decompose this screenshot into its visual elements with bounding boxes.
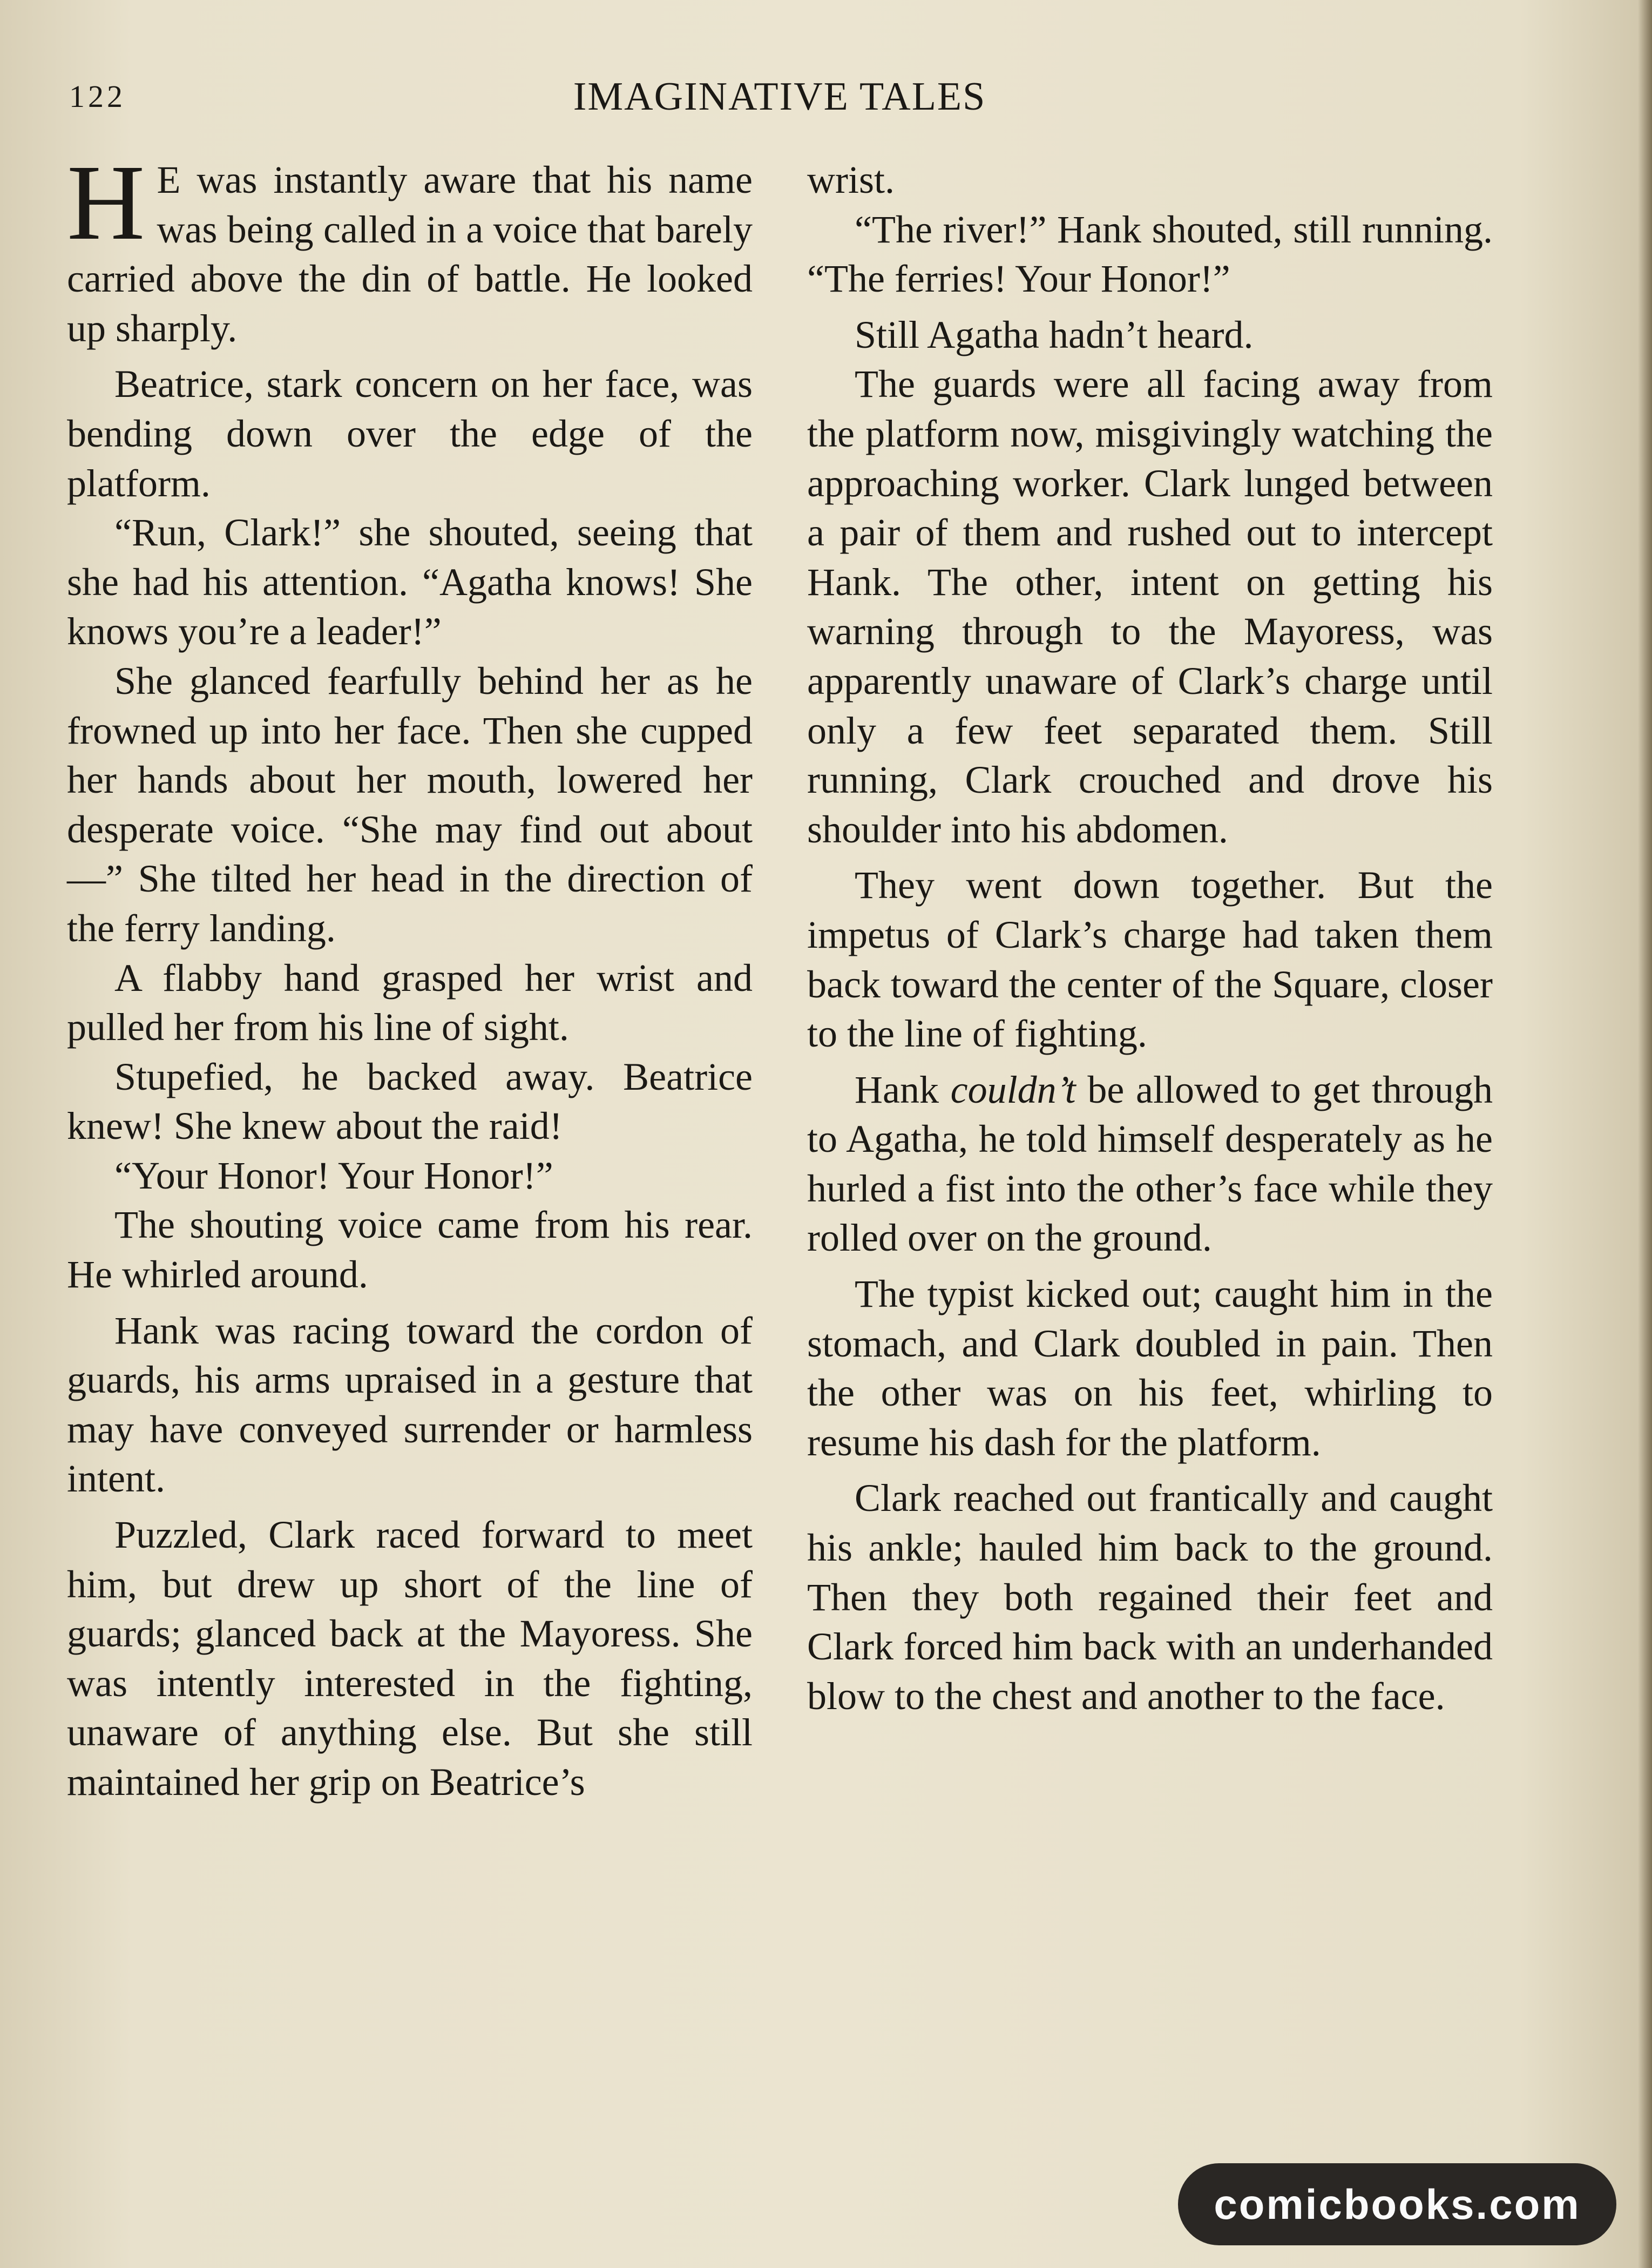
page-header	[69, 75, 1490, 127]
opening-text: E was instantly aware that his name was being called in a voice that barely carried above the din of battle. He looked up sharply.	[67, 158, 753, 350]
paragraph: Clark reached out frantically and caught his ankle; hauled him back to the ground. Then they both regained their feet and Clark forced him back with an underhanded blow to the chest and another to the face.	[807, 1476, 1493, 1718]
running-head: IMAGINATIVE TALES	[573, 75, 986, 119]
paragraph: Stupefied, he backed away. Beatrice knew! She knew about the raid!	[67, 1055, 753, 1148]
paragraph: “Your Honor! Your Honor!”	[114, 1153, 553, 1197]
drop-cap: H	[67, 143, 145, 262]
right-column	[807, 156, 1493, 1721]
paragraph: She glanced fearfully behind her as he frowned up into her face. Then she cupped her hands about her mouth, lowered her desperate voice. “She may find out about —” She tilted her head in the direction of the ferry landing.	[67, 659, 753, 950]
paragraph: A flabby hand grasped her wrist and pulled her from his line of sight.	[67, 956, 753, 1049]
text-run: Hank	[855, 1068, 951, 1111]
left-column	[67, 143, 753, 1807]
paragraph: “The river!” Hank shouted, still running. “The ferries! Your Honor!”	[807, 207, 1493, 301]
paragraph: The typist kicked out; caught him in the stomach, and Clark doubled in pain. Then the other was on his feet, whirling to resume his dash for the platform.	[807, 1272, 1493, 1464]
page-number: 122	[69, 79, 126, 114]
opening-paragraph	[67, 143, 753, 353]
paragraph: The shouting voice came from his rear. He whirled around.	[67, 1203, 753, 1297]
site-watermark: comicbooks.com	[1178, 2163, 1616, 2245]
paragraph-hank	[807, 1065, 1493, 1263]
emphasis-text: couldn’t	[950, 1068, 1076, 1111]
text-run: be allowed to get through to Agatha, he told himself desperately as he hurled a fist into the other’s face while they rolled over on the ground.	[807, 1068, 1493, 1260]
paragraph: The guards were all facing away from the platform now, misgivingly watching the approaching worker. Clark lunged between a pair of them and rushed out to intercept Hank. The other, intent on getting his warning through to the Mayoress, was apparently unaware of Clark’s charge until only a few feet separated them. Still running, Clark crouched and drove his shoulder into his abdomen.	[807, 362, 1493, 851]
continuation-line: wrist.	[807, 158, 895, 201]
page-edge-shadow	[1638, 0, 1652, 2268]
paragraph: Hank was racing toward the cordon of guards, his arms upraised in a gesture that may have conveyed surrender or harmless intent.	[67, 1308, 753, 1501]
paragraph: “Run, Clark!” she shouted, seeing that she had his attention. “Agatha knows! She knows you’re a leader!”	[67, 511, 753, 653]
paragraph: Beatrice, stark concern on her face, was bending down over the edge of the platform.	[67, 362, 753, 505]
paragraph: Puzzled, Clark raced forward to meet him, but drew up short of the line of guards; glanced back at the Mayoress. She was intently interested in the fighting, unaware of anything else. But she still maintained her grip on Beatrice’s	[67, 1513, 753, 1804]
paragraph: They went down together. But the impetus of Clark’s charge had taken them back toward the center of the Square, closer to the line of fighting.	[807, 863, 1493, 1056]
paragraph: Still Agatha hadn’t heard.	[855, 313, 1254, 356]
